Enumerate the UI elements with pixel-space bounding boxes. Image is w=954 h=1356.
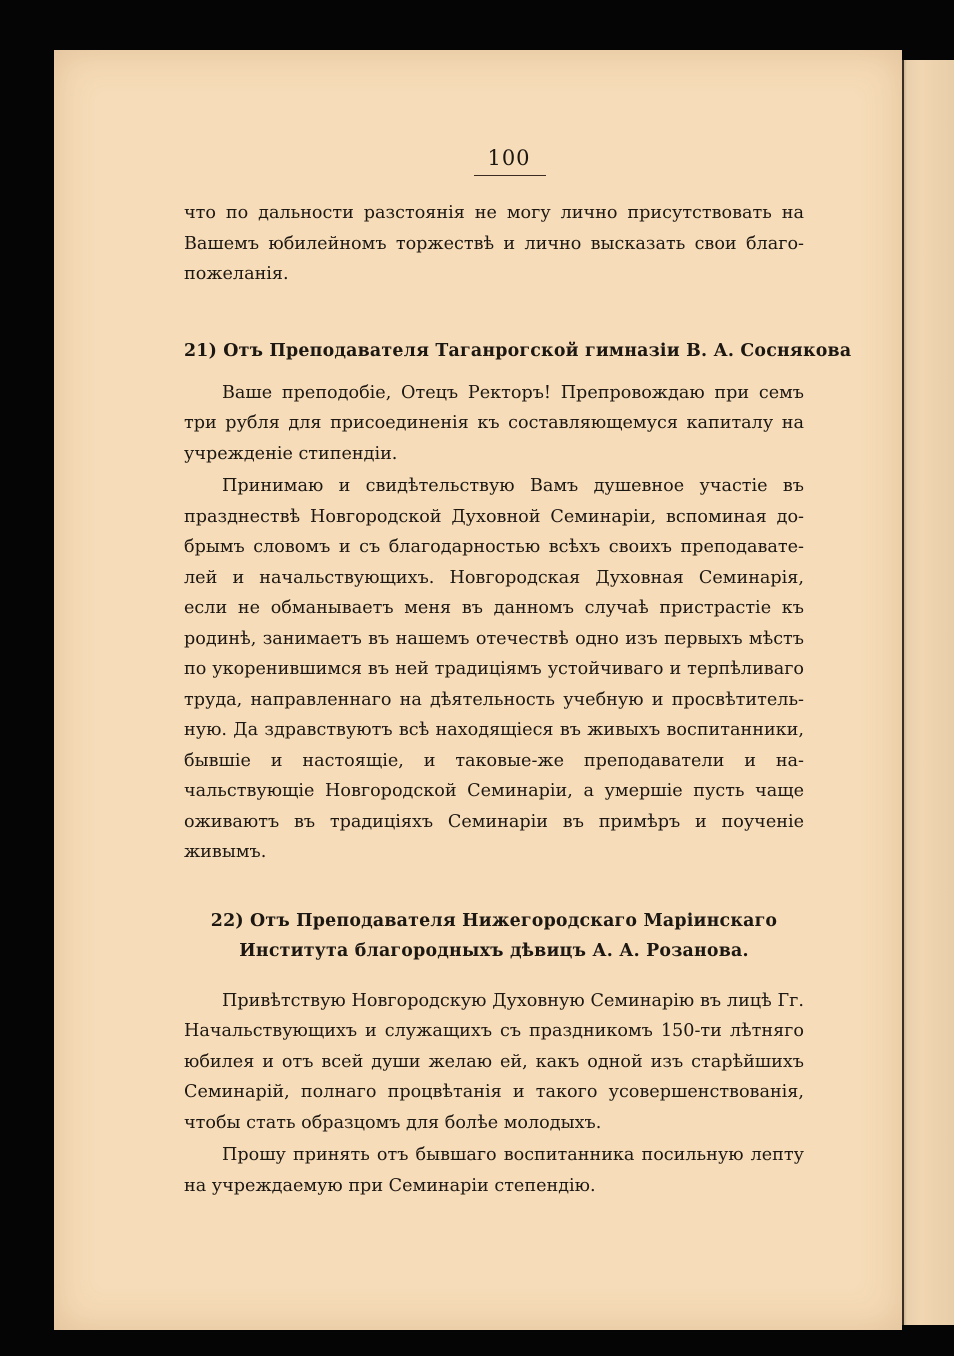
section-22-paragraph-1: Привѣтствую Новгородскую Духовную Семинарію въ лицѣ Гг. Начальствующихъ и служащихъ съ праздникомъ 150-ти лѣтняго юбилея и отъ всей души желаю ей, какъ одной изъ старѣйшихъ Семинарій, полнаго процвѣтанія и такого усовершенствованія, чтобы стать образцомъ для болѣе молодыхъ. [184, 990, 804, 1133]
page-number: 100 [487, 146, 531, 170]
section-21-paragraph-1: Ваше преподобіе, Отецъ Ректоръ! Препровождаю при семъ три рубля для присоединенія къ составляющемуся капиталу на учрежденіе стипендіи. [184, 382, 804, 464]
page-content [184, 145, 852, 1201]
book-page [54, 50, 902, 1330]
section-21-paragraph-2: Принимаю и свидѣтельствую Вамъ душевное участіе въ празднествѣ Новгородской Духовной Семинаріи, вспоминая добрымъ словомъ и съ благодарностью всѣхъ своихъ преподавателей и начальствующихъ. Новгородская Духовная Семинарія, если не обманываетъ меня въ данномъ случаѣ пристрастіе къ родинѣ, занимаетъ въ нашемъ отечествѣ одно изъ первыхъ мѣстъ по укоренившимся въ ней традиціямъ устойчиваго и терпѣливаго труда, направленнаго на дѣятельность учебную и просвѣтительную. Да здравствуютъ всѣ находящіеся въ живыхъ воспитанники, бывшіе и настоящіе, и таковые-же преподаватели и начальствующіе Новгородской Семинаріи, а умершіе пусть чаще оживаютъ въ традиціяхъ Семинаріи въ примѣръ и поученіе живымъ. [184, 476, 804, 862]
section-22-heading: 22) Отъ Преподавателя Нижегородскаго Маріинскаго Института благородныхъ дѣвицъ А. А. Розанова. [210, 910, 778, 961]
section-21-heading: 21) Отъ Преподавателя Таганрогской гимназіи В. А. Соснякова [184, 340, 852, 361]
page-number-rule [474, 175, 546, 176]
continuation-paragraph: что по дальности разстоянія не могу лично присутствовать на Вашемъ юбилейномъ торжествѣ и лично высказать свои благопожеланія. [184, 203, 804, 284]
section-22-paragraph-2: Прошу принять отъ бывшаго воспитанника посильную лепту на учреждаемую при Семинаріи степендію. [184, 1145, 804, 1196]
next-page-edge [901, 60, 954, 1325]
